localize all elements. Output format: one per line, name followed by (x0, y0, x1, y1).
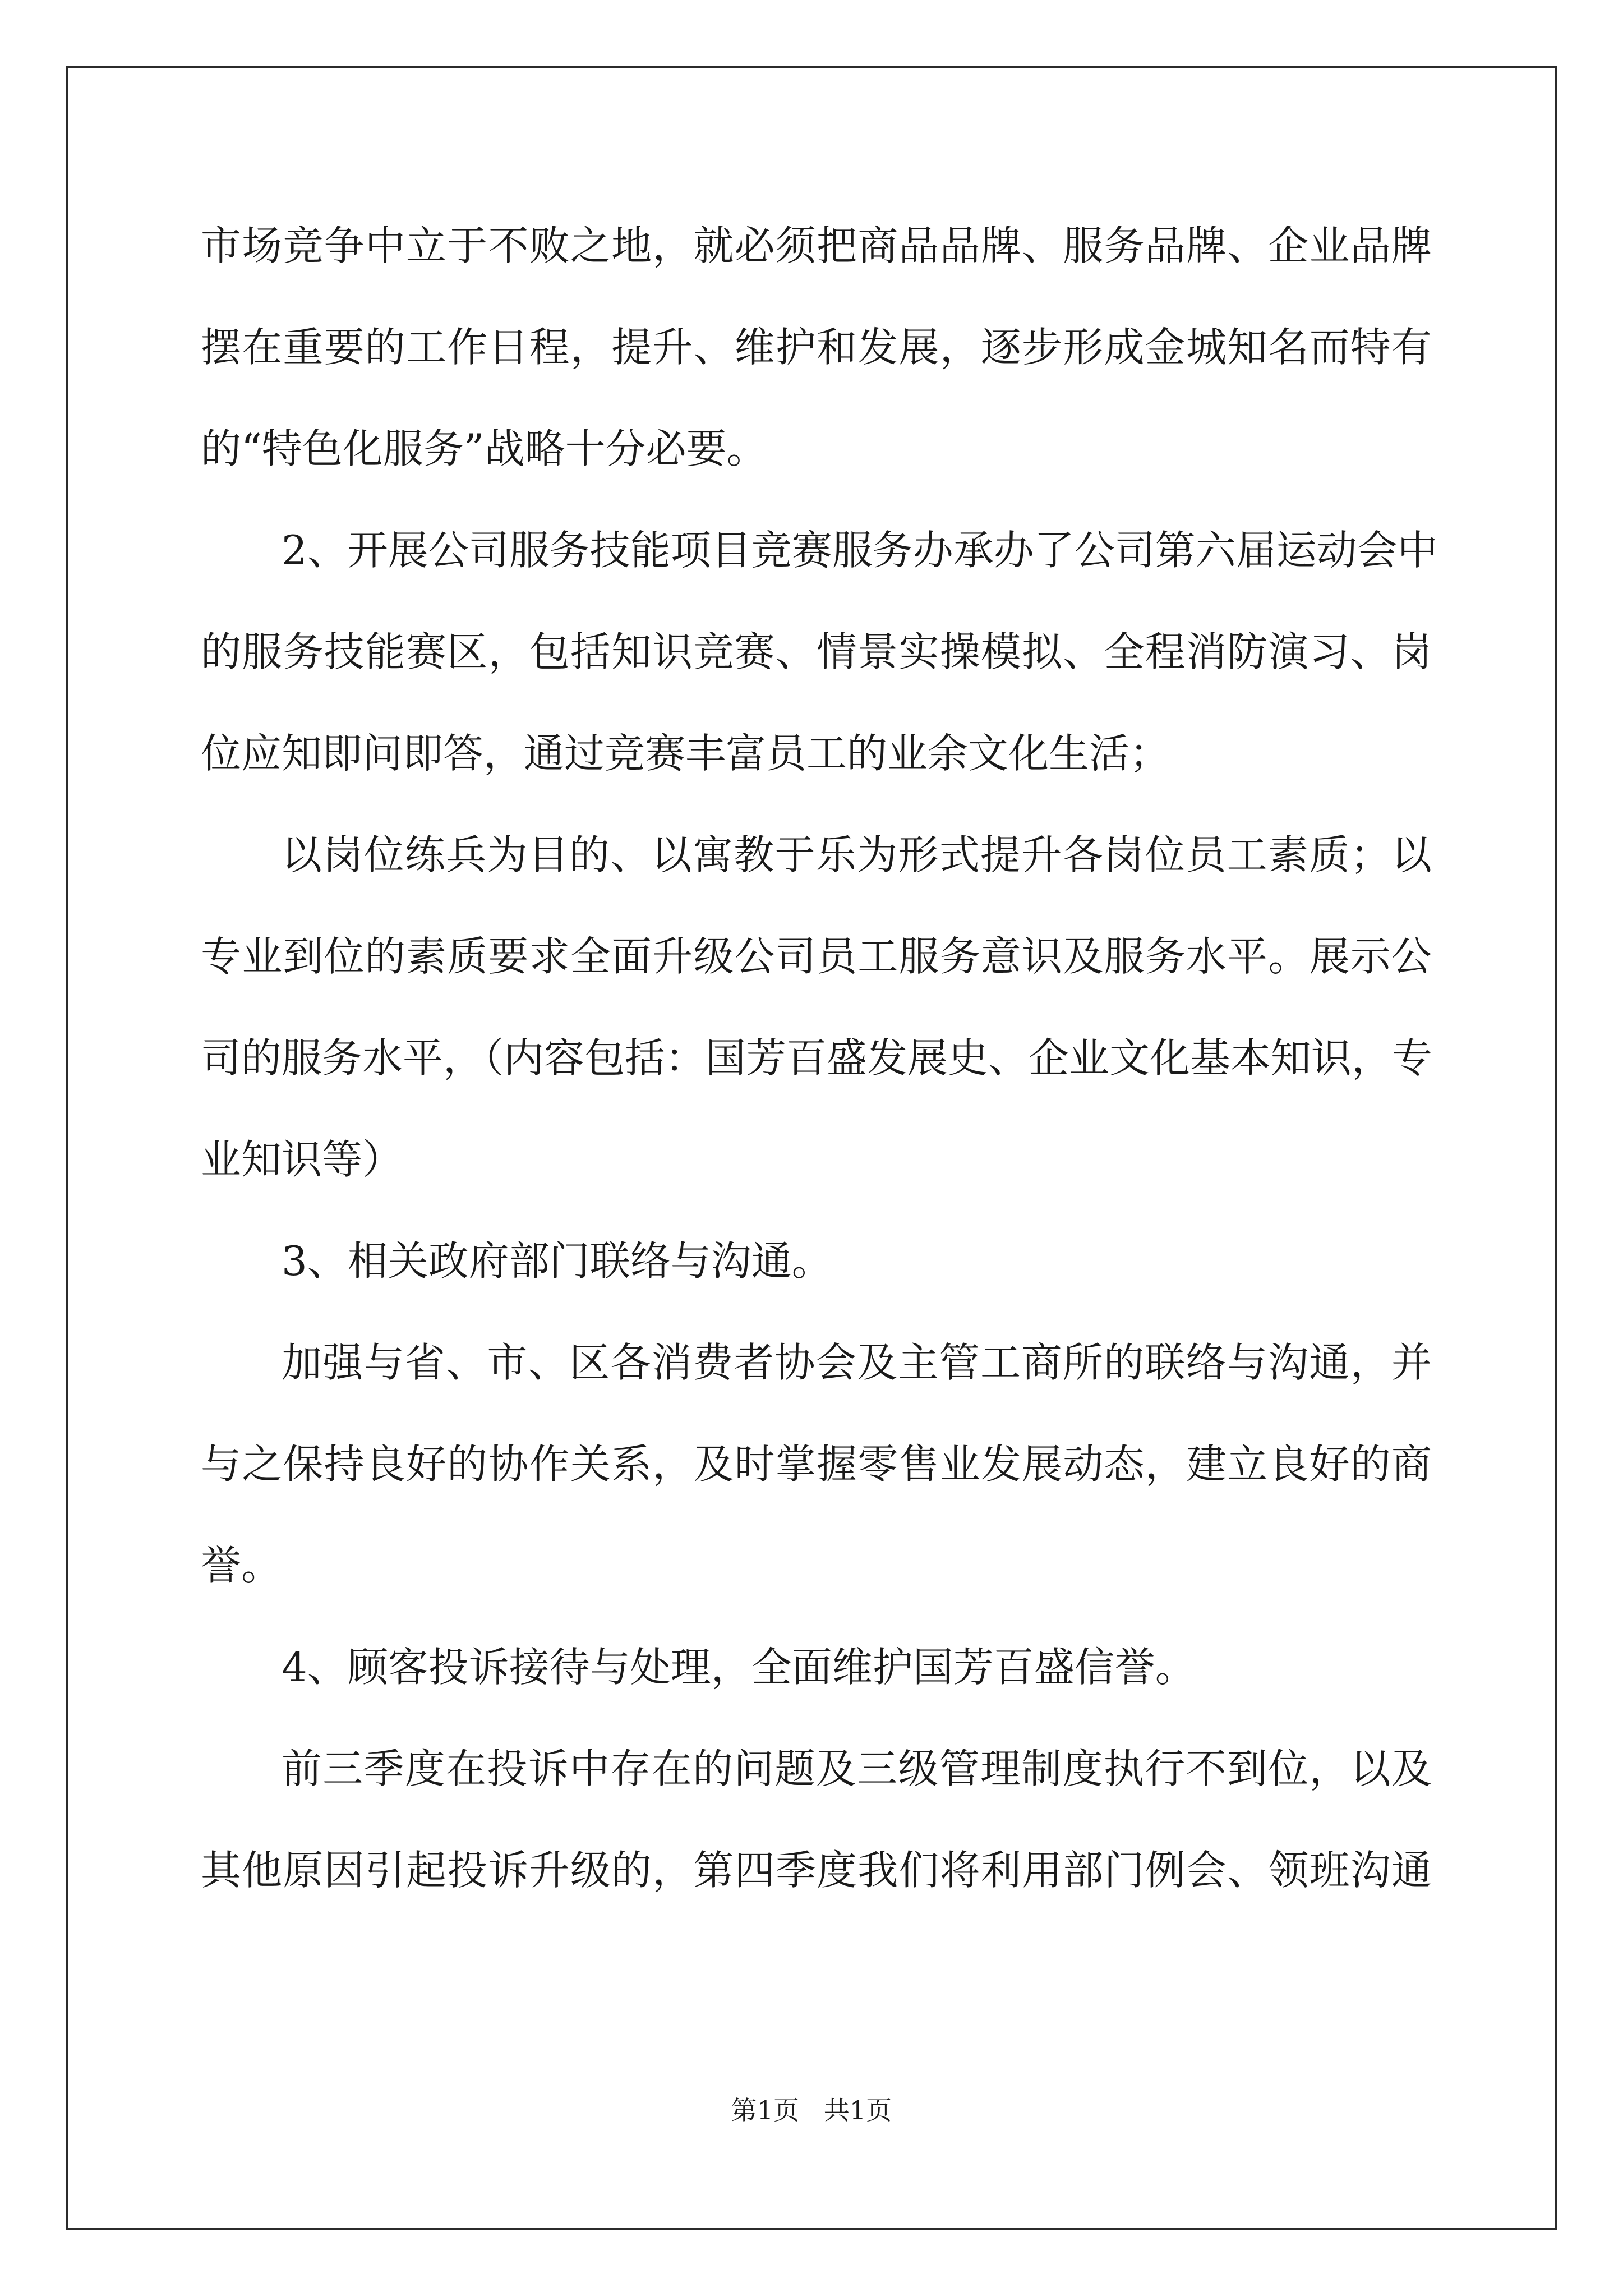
text-line: 2、开展公司服务技能项目竞赛服务办承办了公司第六届运动会中 (282, 527, 1438, 574)
text-line: 以岗位练兵为目的、以寓教于乐为形式提升各岗位员工素质；以 (282, 831, 1432, 878)
text-line: 司的服务水平，（内容包括：国芳百盛发展史、企业文化基本知识，专 (201, 1034, 1433, 1082)
text-line: 前三季度在投诉中存在的问题及三级管理制度执行不到位，以及 (282, 1745, 1432, 1792)
text-line: 业知识等） (201, 1136, 403, 1183)
text-line: 誉。 (201, 1542, 282, 1589)
text-line: 3、相关政府部门联络与沟通。 (282, 1237, 832, 1285)
text-line: 位应知即问即答，通过竞赛丰富员工的业余文化生活； (201, 730, 1170, 777)
text-line: 摆在重要的工作日程，提升、维护和发展，逐步形成金城知名而特有 (201, 324, 1432, 371)
text-line: 与之保持良好的协作关系，及时掌握零售业发展动态，建立良好的商 (201, 1441, 1432, 1488)
text-line: 的服务技能赛区，包括知识竞赛、情景实操模拟、全程消防演习、岗 (201, 628, 1432, 675)
page-footer: 第1页 共1页 (731, 2095, 892, 2125)
text-line: 市场竞争中立于不败之地，就必须把商品品牌、服务品牌、企业品牌 (201, 222, 1432, 269)
text-line: 的“特色化服务”战略十分必要。 (201, 425, 767, 472)
text-line: 加强与省、市、区各消费者协会及主管工商所的联络与沟通，并 (282, 1339, 1432, 1386)
text-line: 4、顾客投诉接待与处理，全面维护国芳百盛信誉。 (282, 1644, 1196, 1691)
text-line: 其他原因引起投诉升级的，第四季度我们将利用部门例会、领班沟通 (201, 1847, 1432, 1894)
text-line: 专业到位的素质要求全面升级公司员工服务意识及服务水平。展示公 (201, 933, 1432, 980)
document-body (201, 219, 1438, 1945)
